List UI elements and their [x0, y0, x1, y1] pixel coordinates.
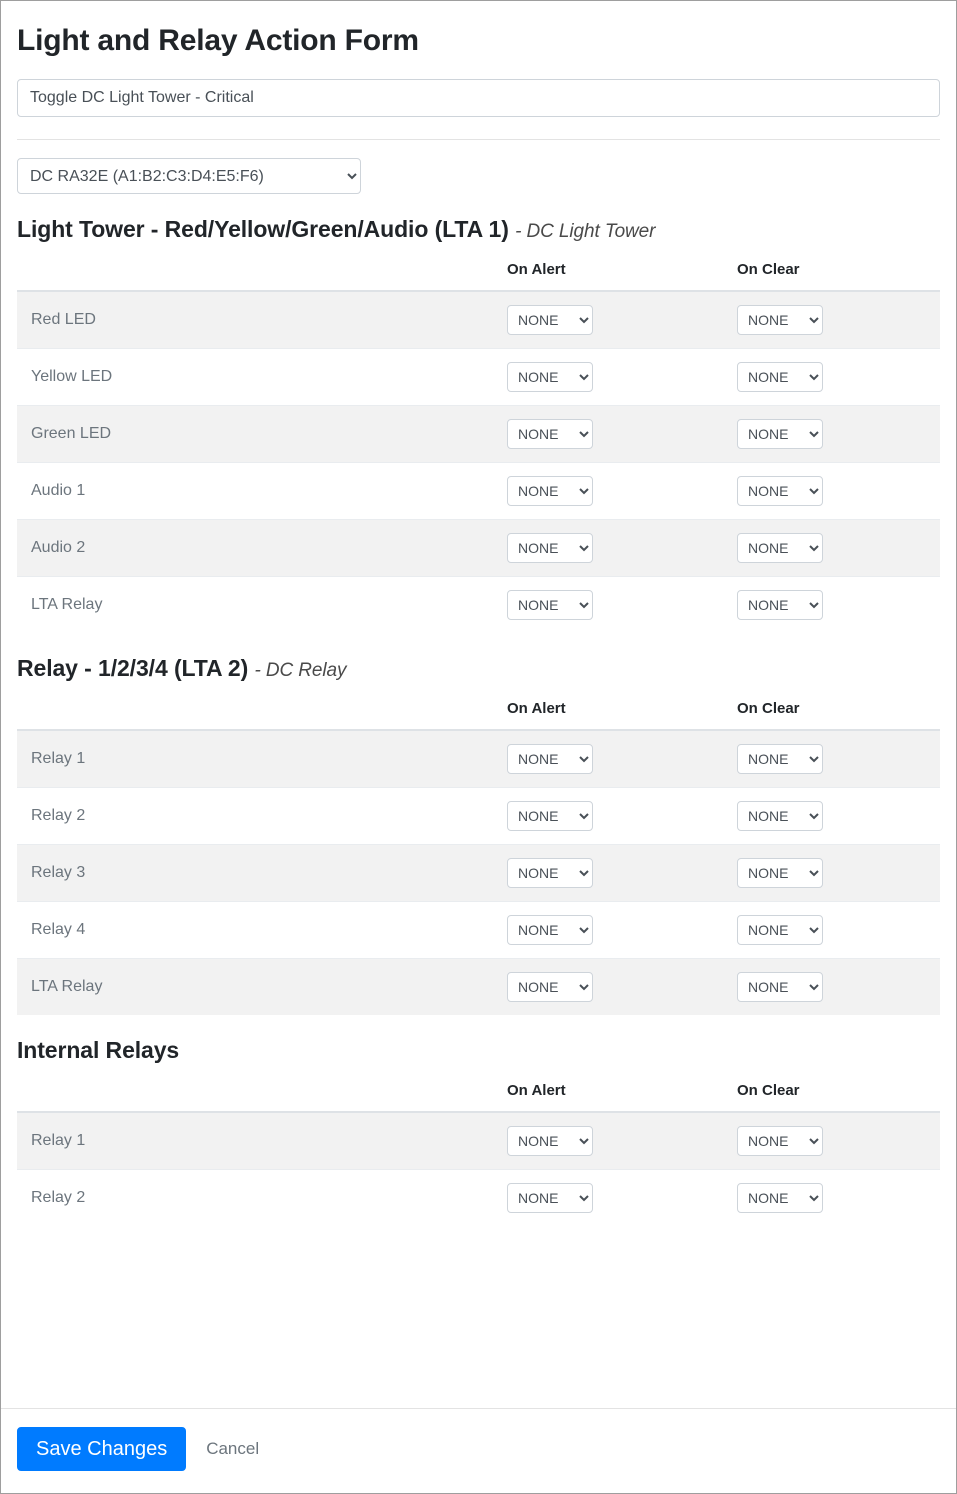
- on-alert-cell: [507, 291, 737, 349]
- action-name-input[interactable]: [17, 79, 940, 117]
- section-title: [17, 216, 940, 243]
- on-clear-cell: [737, 959, 940, 1016]
- on-clear-select[interactable]: [737, 362, 823, 392]
- on-clear-select[interactable]: [737, 305, 823, 335]
- table-row: [17, 291, 940, 349]
- on-clear-cell: [737, 463, 940, 520]
- relay-table: [17, 692, 940, 1015]
- row-label: Relay 2: [17, 788, 507, 845]
- column-header-on-clear: On Clear: [737, 253, 940, 291]
- on-clear-cell: [737, 291, 940, 349]
- on-clear-select[interactable]: [737, 533, 823, 563]
- column-header-on-alert: On Alert: [507, 1074, 737, 1112]
- column-header-on-clear: On Clear: [737, 1074, 940, 1112]
- row-label: Yellow LED: [17, 349, 507, 406]
- table-row: [17, 406, 940, 463]
- row-label: LTA Relay: [17, 959, 507, 1016]
- on-clear-select[interactable]: [737, 590, 823, 620]
- table-row: [17, 1112, 940, 1170]
- table-header-row: [17, 1074, 940, 1112]
- table-header-row: [17, 692, 940, 730]
- on-clear-cell: [737, 406, 940, 463]
- on-alert-cell: [507, 463, 737, 520]
- column-header-on-alert: On Alert: [507, 253, 737, 291]
- on-clear-cell: [737, 1112, 940, 1170]
- form-body: [1, 1, 956, 1336]
- on-alert-select[interactable]: [507, 801, 593, 831]
- on-alert-select[interactable]: [507, 590, 593, 620]
- cancel-button[interactable]: Cancel: [200, 1435, 265, 1463]
- on-alert-select[interactable]: [507, 533, 593, 563]
- on-alert-select[interactable]: [507, 1183, 593, 1213]
- table-row: [17, 577, 940, 634]
- on-clear-cell: [737, 730, 940, 788]
- on-clear-cell: [737, 1170, 940, 1227]
- row-label: Green LED: [17, 406, 507, 463]
- table-row: [17, 788, 940, 845]
- on-alert-select[interactable]: [507, 476, 593, 506]
- on-alert-select[interactable]: [507, 858, 593, 888]
- on-alert-cell: [507, 730, 737, 788]
- table-row: [17, 1170, 940, 1227]
- table-row: [17, 959, 940, 1016]
- on-clear-select[interactable]: [737, 419, 823, 449]
- on-alert-cell: [507, 959, 737, 1016]
- on-clear-cell: [737, 845, 940, 902]
- bottom-spacer: [17, 1226, 940, 1336]
- row-label: LTA Relay: [17, 577, 507, 634]
- row-label: Relay 1: [17, 730, 507, 788]
- on-alert-select[interactable]: [507, 915, 593, 945]
- on-clear-select[interactable]: [737, 801, 823, 831]
- table-row: [17, 902, 940, 959]
- section-title: [17, 655, 940, 682]
- on-alert-cell: [507, 1112, 737, 1170]
- table-row: [17, 730, 940, 788]
- column-header-label: [17, 253, 507, 291]
- section-title-main: Light Tower - Red/Yellow/Green/Audio (LTA 1): [17, 216, 509, 242]
- on-clear-select[interactable]: [737, 972, 823, 1002]
- on-alert-cell: [507, 577, 737, 634]
- sections-container: [17, 216, 940, 1226]
- on-clear-select[interactable]: [737, 1183, 823, 1213]
- column-header-on-clear: On Clear: [737, 692, 940, 730]
- section-title: [17, 1037, 940, 1064]
- row-label: Relay 1: [17, 1112, 507, 1170]
- row-label: Relay 4: [17, 902, 507, 959]
- on-alert-cell: [507, 406, 737, 463]
- on-clear-cell: [737, 902, 940, 959]
- row-label: Relay 2: [17, 1170, 507, 1227]
- on-clear-cell: [737, 788, 940, 845]
- table-row: [17, 349, 940, 406]
- section-subtitle: - DC Light Tower: [515, 221, 656, 242]
- section-subtitle: - DC Relay: [254, 660, 347, 681]
- on-alert-cell: [507, 349, 737, 406]
- on-clear-select[interactable]: [737, 476, 823, 506]
- table-row: [17, 845, 940, 902]
- row-label: Relay 3: [17, 845, 507, 902]
- on-clear-cell: [737, 349, 940, 406]
- on-alert-select[interactable]: [507, 419, 593, 449]
- on-alert-cell: [507, 788, 737, 845]
- on-alert-cell: [507, 902, 737, 959]
- page-title: Light and Relay Action Form: [17, 24, 419, 57]
- table-row: [17, 520, 940, 577]
- section-title-main: Internal Relays: [17, 1037, 180, 1063]
- on-alert-select[interactable]: [507, 362, 593, 392]
- column-header-label: [17, 692, 507, 730]
- on-clear-select[interactable]: [737, 1126, 823, 1156]
- on-clear-select[interactable]: [737, 744, 823, 774]
- section-title-main: Relay - 1/2/3/4 (LTA 2): [17, 655, 249, 681]
- on-alert-select[interactable]: [507, 972, 593, 1002]
- table-row: [17, 463, 940, 520]
- on-alert-cell: [507, 520, 737, 577]
- relay-table: [17, 253, 940, 633]
- on-alert-cell: [507, 845, 737, 902]
- on-alert-select[interactable]: [507, 744, 593, 774]
- device-select[interactable]: [17, 158, 361, 194]
- divider-top: [17, 139, 940, 140]
- column-header-label: [17, 1074, 507, 1112]
- column-header-on-alert: On Alert: [507, 692, 737, 730]
- table-header-row: [17, 253, 940, 291]
- on-alert-select[interactable]: [507, 1126, 593, 1156]
- row-label: Audio 2: [17, 520, 507, 577]
- save-button[interactable]: Save Changes: [17, 1427, 186, 1471]
- on-alert-select[interactable]: [507, 305, 593, 335]
- row-label: Red LED: [17, 291, 507, 349]
- on-clear-select[interactable]: [737, 915, 823, 945]
- on-clear-cell: [737, 520, 940, 577]
- on-alert-cell: [507, 1170, 737, 1227]
- on-clear-cell: [737, 577, 940, 634]
- relay-table: [17, 1074, 940, 1226]
- form-footer: [1, 1408, 956, 1493]
- row-label: Audio 1: [17, 463, 507, 520]
- on-clear-select[interactable]: [737, 858, 823, 888]
